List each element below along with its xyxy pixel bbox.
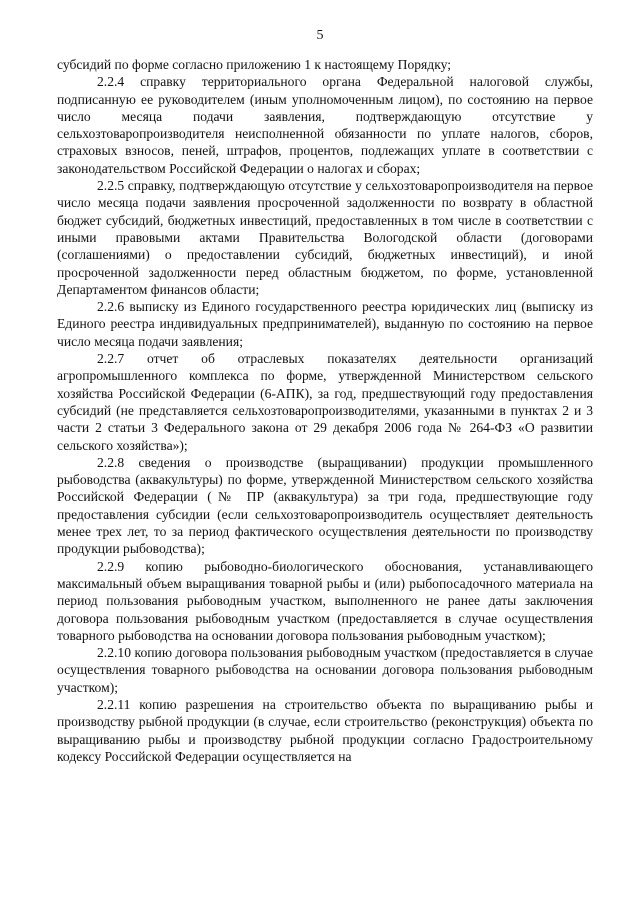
paragraph-2-2-6: 2.2.6 выписку из Единого государственного реестра юридических лиц (выписку из Единого реестра индивидуальных предпринимателей), выданную по состоянию на первое число месяца подачи заявления; xyxy=(57,299,593,349)
paragraph-2-2-10: 2.2.10 копию договора пользования рыбоводным участком (предоставляется в случае осуществления товарного рыбоводства на основании договора пользования рыбоводным участком); xyxy=(57,645,593,695)
paragraph-2-2-4: 2.2.4 справку территориального органа Федеральной налоговой службы, подписанную ее руководителем (иным уполномоченным лицом), по состоянию на первое число месяца подачи заявления, подтверждающую отсутствие у сельхозтоваропроизводителя неисполненной обязанности по уплате налогов, сборов, страховых взносов, пеней, штрафов, процентов, подлежащих уплате в соответствии с законодательством Российской Федерации о налогах и сборах; xyxy=(57,74,593,176)
paragraph-2-2-9: 2.2.9 копию рыбоводно-биологического обоснования, устанавливающего максимальный объем выращивания товарной рыбы и (или) рыбопосадочного материала на период пользования рыбоводным участком, выполненного не ранее даты заключения договора пользования рыбоводным участком (предоставляется в случае осуществления товарного рыбоводства на основании договора пользования рыбоводным участком); xyxy=(57,558,593,643)
paragraph-2-2-5: 2.2.5 справку, подтверждающую отсутствие у сельхозтоваропроизводителя на первое число месяца подачи заявления просроченной задолженности по возврату в областной бюджет субсидий, бюджетных инвестиций, предоставленных в том числе в соответствии с иными правовыми актами Правительства Вологодской области (договорами (соглашениями) о предоставлении субсидий, бюджетных инвестиций), и иной просроченной задолженности перед областным бюджетом, по форме, установленной Департаментом финансов области; xyxy=(57,178,593,297)
paragraph-2-2-8: 2.2.8 сведения о производстве (выращивании) продукции промышленного рыбоводства (аквакультуры) по форме, утвержденной Министерством сельского хозяйства Российской Федерации (№ ПР (аквакультура) за три года, предшествующие году предоставления субсидии (если сельхозтоваропроизводитель осуществляет деятельность менее трех лет, то за период фактического осуществления деятельности по производству продукции рыбоводства); xyxy=(57,454,593,557)
document-body xyxy=(57,56,593,765)
paragraph-2-2-7: 2.2.7 отчет об отраслевых показателях деятельности организаций агропромышленного комплекса по форме, утвержденной Министерством сельского хозяйства Российской Федерации (6-АПК), за год, предшествующий году предоставления субсидий (не представляется сельхозтоваропроизводителями, указанными в пунктах 2 и 3 части 2 статьи 3 Федерального закона от 29 декабря 2006 года № 264-ФЗ «О развитии сельского хозяйства»); xyxy=(57,351,593,453)
paragraph-continuation: субсидий по форме согласно приложению 1 к настоящему Порядку; xyxy=(57,57,452,72)
page-number: 5 xyxy=(316,28,324,43)
paragraph-2-2-11: 2.2.11 копию разрешения на строительство объекта по выращиванию рыбы и производству рыбной продукции (в случае, если строительство (реконструкция) объекта по выращиванию рыбы и производству рыбной продукции согласно Градостроительному кодексу Российской Федерации осуществляется на xyxy=(57,696,593,764)
